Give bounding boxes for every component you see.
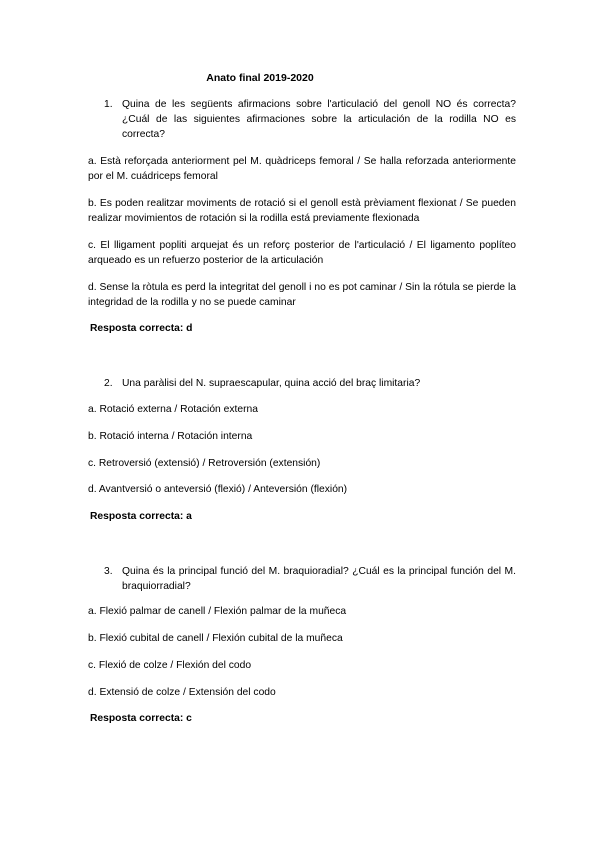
question-number: 2. bbox=[104, 378, 113, 389]
answer-2: Resposta correcta: a bbox=[90, 511, 192, 522]
option-1b: b. Es poden realitzar moviments de rotació si el genoll està prèviament flexionat / Se pueden realizar movimientos de rotación si la rodilla está previamente flexionada bbox=[88, 198, 516, 224]
option-2c: c. Retroversió (extensió) / Retroversión (extensión) bbox=[88, 458, 321, 469]
answer-3: Resposta correcta: c bbox=[90, 713, 192, 724]
answer-1: Resposta correcta: d bbox=[90, 323, 193, 334]
question-1 bbox=[104, 97, 516, 142]
option-1d: d. Sense la ròtula es perd la integritat del genoll i no es pot caminar / Sin la rótula se pierde la integridad de la rodilla y no se puede caminar bbox=[88, 282, 516, 308]
question-text: Quina és la principal funció del M. braquioradial? ¿Cuál es la principal función del M. braquiorradial? bbox=[122, 566, 516, 592]
option-2d: d. Avantversió o anteversió (flexió) / Anteversión (flexión) bbox=[88, 484, 348, 495]
question-2 bbox=[104, 376, 516, 391]
question-3 bbox=[104, 564, 516, 594]
document-title: Anato final 2019-2020 bbox=[206, 72, 314, 84]
option-1a: a. Està reforçada anteriorment pel M. quàdriceps femoral / Se halla reforzada anteriormente por el M. cuádriceps femoral bbox=[88, 156, 516, 182]
question-number: 3. bbox=[104, 566, 113, 577]
option-3c: c. Flexió de colze / Flexión del codo bbox=[88, 660, 252, 671]
question-text: Una paràlisi del N. supraescapular, quina acció del braç limitaria? bbox=[122, 378, 421, 389]
option-1c: c. El lligament popliti arquejat és un reforç posterior de l'articulació / El ligamento poplíteo arqueado es un refuerzo posterior de la articulación bbox=[88, 240, 516, 266]
option-3a: a. Flexió palmar de canell / Flexión palmar de la muñeca bbox=[88, 606, 347, 617]
option-2b: b. Rotació interna / Rotación interna bbox=[88, 431, 253, 442]
option-2a: a. Rotació externa / Rotación externa bbox=[88, 404, 258, 415]
question-number: 1. bbox=[104, 99, 113, 110]
option-3b: b. Flexió cubital de canell / Flexión cubital de la muñeca bbox=[88, 633, 343, 644]
option-3d: d. Extensió de colze / Extensión del codo bbox=[88, 687, 276, 698]
question-text: Quina de les següents afirmacions sobre l'articulació del genoll NO és correcta? ¿Cuál de las siguientes afirmaciones sobre la articulación de la rodilla NO es correcta? bbox=[122, 99, 516, 140]
